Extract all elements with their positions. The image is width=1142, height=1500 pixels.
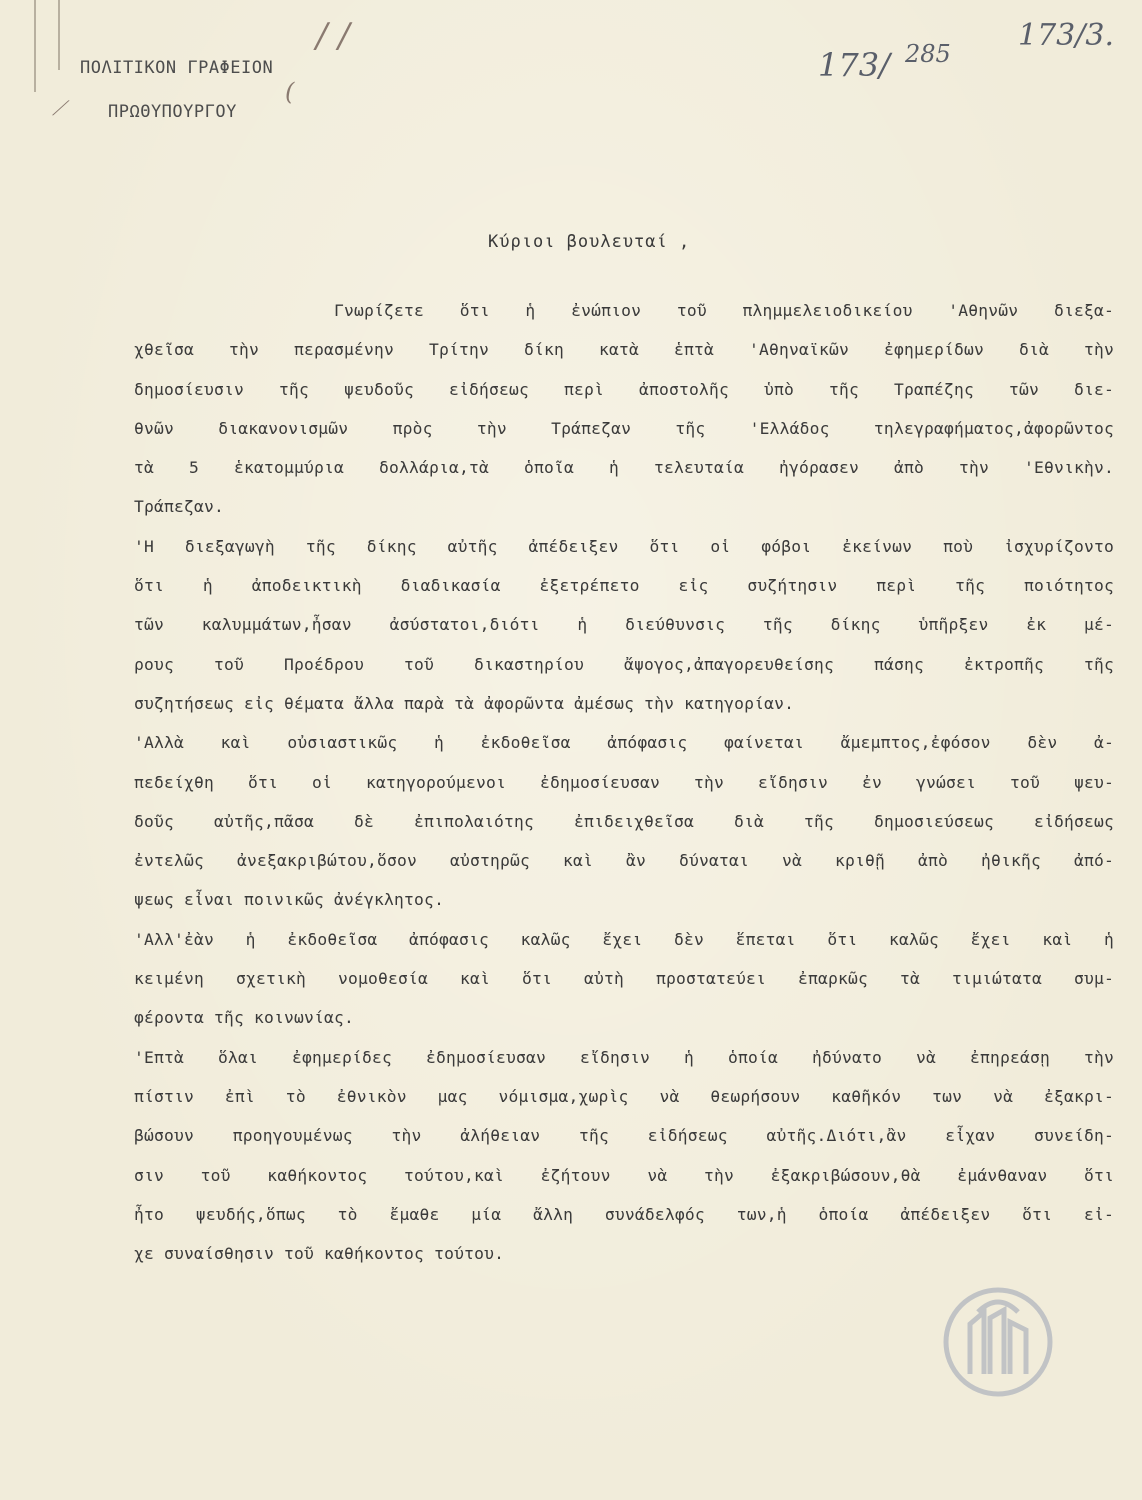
text-line: σιν τοῦ καθήκοντος τούτου,καὶ ἐζήτουν νὰ τὴν ἐξακριβώσουν,θὰ ἐμάνθαναν ὅτι	[134, 1165, 1114, 1185]
text-line: τῶν καλυμμάτων,ἦσαν ἀσύστατοι,διότι ἡ διεύθυνσις τῆς δίκης ὑπῆρξεν ἐκ μέ-	[134, 615, 1114, 635]
text-line: ρους τοῦ Προέδρου τοῦ δικαστηρίου ἄψογος,ἀπαγορευθείσης πάσης ἐκτροπῆς τῆς	[134, 654, 1114, 674]
handwritten-tick-icon: / /	[316, 16, 350, 56]
text-line: φέροντα τῆς κοινωνίας.	[134, 1008, 355, 1028]
margin-rule	[58, 0, 60, 70]
text-line: πεδείχθη ὅτι οἱ κατηγορούμενοι ἐδημοσίευσαν τὴν εἴδησιν ἐν γνώσει τοῦ ψευ-	[134, 772, 1114, 792]
handwritten-mark-icon: ⟋	[52, 96, 66, 120]
letter-body	[134, 291, 1114, 1273]
text-line: κειμένη σχετικὴ νομοθεσία καὶ ὅτι αὐτὴ προστατεύει ἐπαρκῶς τὰ τιμιώτατα συμ-	[134, 969, 1114, 989]
archive-seal-icon	[938, 1282, 1058, 1402]
archive-number: 173/	[818, 46, 890, 84]
text-line: χθεῖσα τὴν περασμένην Τρίτην δίκη κατὰ ἑπτὰ 'Αθηναϊκῶν ἐφημερίδων διὰ τὴν	[134, 340, 1114, 360]
letterhead-office: ΠΟΛΙΤΙΚΟΝ ΓΡΑΦΕΙΟΝ	[80, 58, 274, 78]
letterhead-prime-minister: ΠΡΩΘΥΠΟΥΡΓΟΥ	[108, 102, 237, 122]
text-line: 'Η διεξαγωγὴ τῆς δίκης αὐτῆς ἀπέδειξεν ὅτι οἱ φόβοι ἐκείνων ποὺ ἰσχυρίζοντο	[134, 536, 1114, 556]
text-line: δοῦς αὐτῆς,πᾶσα δὲ ἐπιπολαιότης ἐπιδειχθεῖσα διὰ τῆς δημοσιεύσεως εἰδήσεως	[134, 811, 1114, 831]
text-line: ἐντελῶς ἀνεξακριβώτου,ὅσον αὐστηρῶς καὶ ἂν δύναται νὰ κριθῇ ἀπὸ ἠθικῆς ἀπό-	[134, 851, 1114, 871]
page-reference: 173/3.	[1018, 18, 1114, 53]
text-line: θνῶν διακανονισμῶν πρὸς τὴν Τράπεζαν τῆς 'Ελλάδος τηλεγραφήματος,ἀφορῶντος	[134, 418, 1114, 438]
text-line: ὅτι ἡ ἀποδεικτικὴ διαδικασία ἐξετρέπετο εἰς συζήτησιν περὶ τῆς ποιότητος	[134, 576, 1114, 596]
text-line: συζητήσεως εἰς θέματα ἄλλα παρὰ τὰ ἀφορῶντα ἀμέσως τὴν κατηγορίαν.	[134, 693, 795, 713]
margin-rule	[34, 0, 36, 92]
archive-number-superscript: 285	[905, 40, 951, 68]
text-line: 'Αλλ'ἐὰν ἡ ἐκδοθεῖσα ἀπόφασις καλῶς ἔχει δὲν ἕπεται ὅτι καλῶς ἔχει καὶ ἡ	[134, 929, 1114, 949]
text-line: ἦτο ψευδής,ὅπως τὸ ἔμαθε μία ἄλλη συνάδελφός των,ἡ ὁποία ἀπέδειξεν ὅτι εἰ-	[134, 1204, 1114, 1224]
handwritten-mark-icon: (	[285, 78, 295, 106]
text-line: δημοσίευσιν τῆς ψευδοῦς εἰδήσεως περὶ ἀποστολῆς ὑπὸ τῆς Τραπέζης τῶν διε-	[134, 379, 1114, 399]
text-line: Γνωρίζετε ὅτι ἡ ἐνώπιον τοῦ πλημμελειοδικείου 'Αθηνῶν διεξα-	[334, 301, 1114, 320]
text-line: ψεως εἶναι ποινικῶς ἀνέγκλητος.	[134, 890, 445, 910]
text-line: 'Επτὰ ὅλαι ἐφημερίδες ἐδημοσίευσαν εἴδησιν ἡ ὁποία ἠδύνατο νὰ ἐπηρεάσῃ τὴν	[134, 1047, 1114, 1067]
text-line: 'Αλλὰ καὶ οὐσιαστικῶς ἡ ἐκδοθεῖσα ἀπόφασις φαίνεται ἄμεμπτος,ἐφόσον δὲν ἀ-	[134, 733, 1114, 753]
text-line: τὰ 5 ἑκατομμύρια δολλάρια,τὰ ὁποῖα ἡ τελευταία ἠγόρασεν ἀπὸ τὴν 'Εθνικὴν.	[134, 458, 1114, 478]
text-line: Τράπεζαν.	[134, 497, 225, 517]
salutation: Κύριοι βουλευταί ,	[488, 232, 691, 252]
text-line: πίστιν ἐπὶ τὸ ἐθνικὸν μας νόμισμα,χωρὶς νὰ θεωρήσουν καθῆκόν των νὰ ἐξακρι-	[134, 1086, 1114, 1106]
text-line: βώσουν προηγουμένως τὴν ἀλήθειαν τῆς εἰδήσεως αὐτῆς.Διότι,ἂν εἶχαν συνείδη-	[134, 1126, 1114, 1146]
text-line: χε συναίσθησιν τοῦ καθήκοντος τούτου.	[134, 1244, 505, 1264]
